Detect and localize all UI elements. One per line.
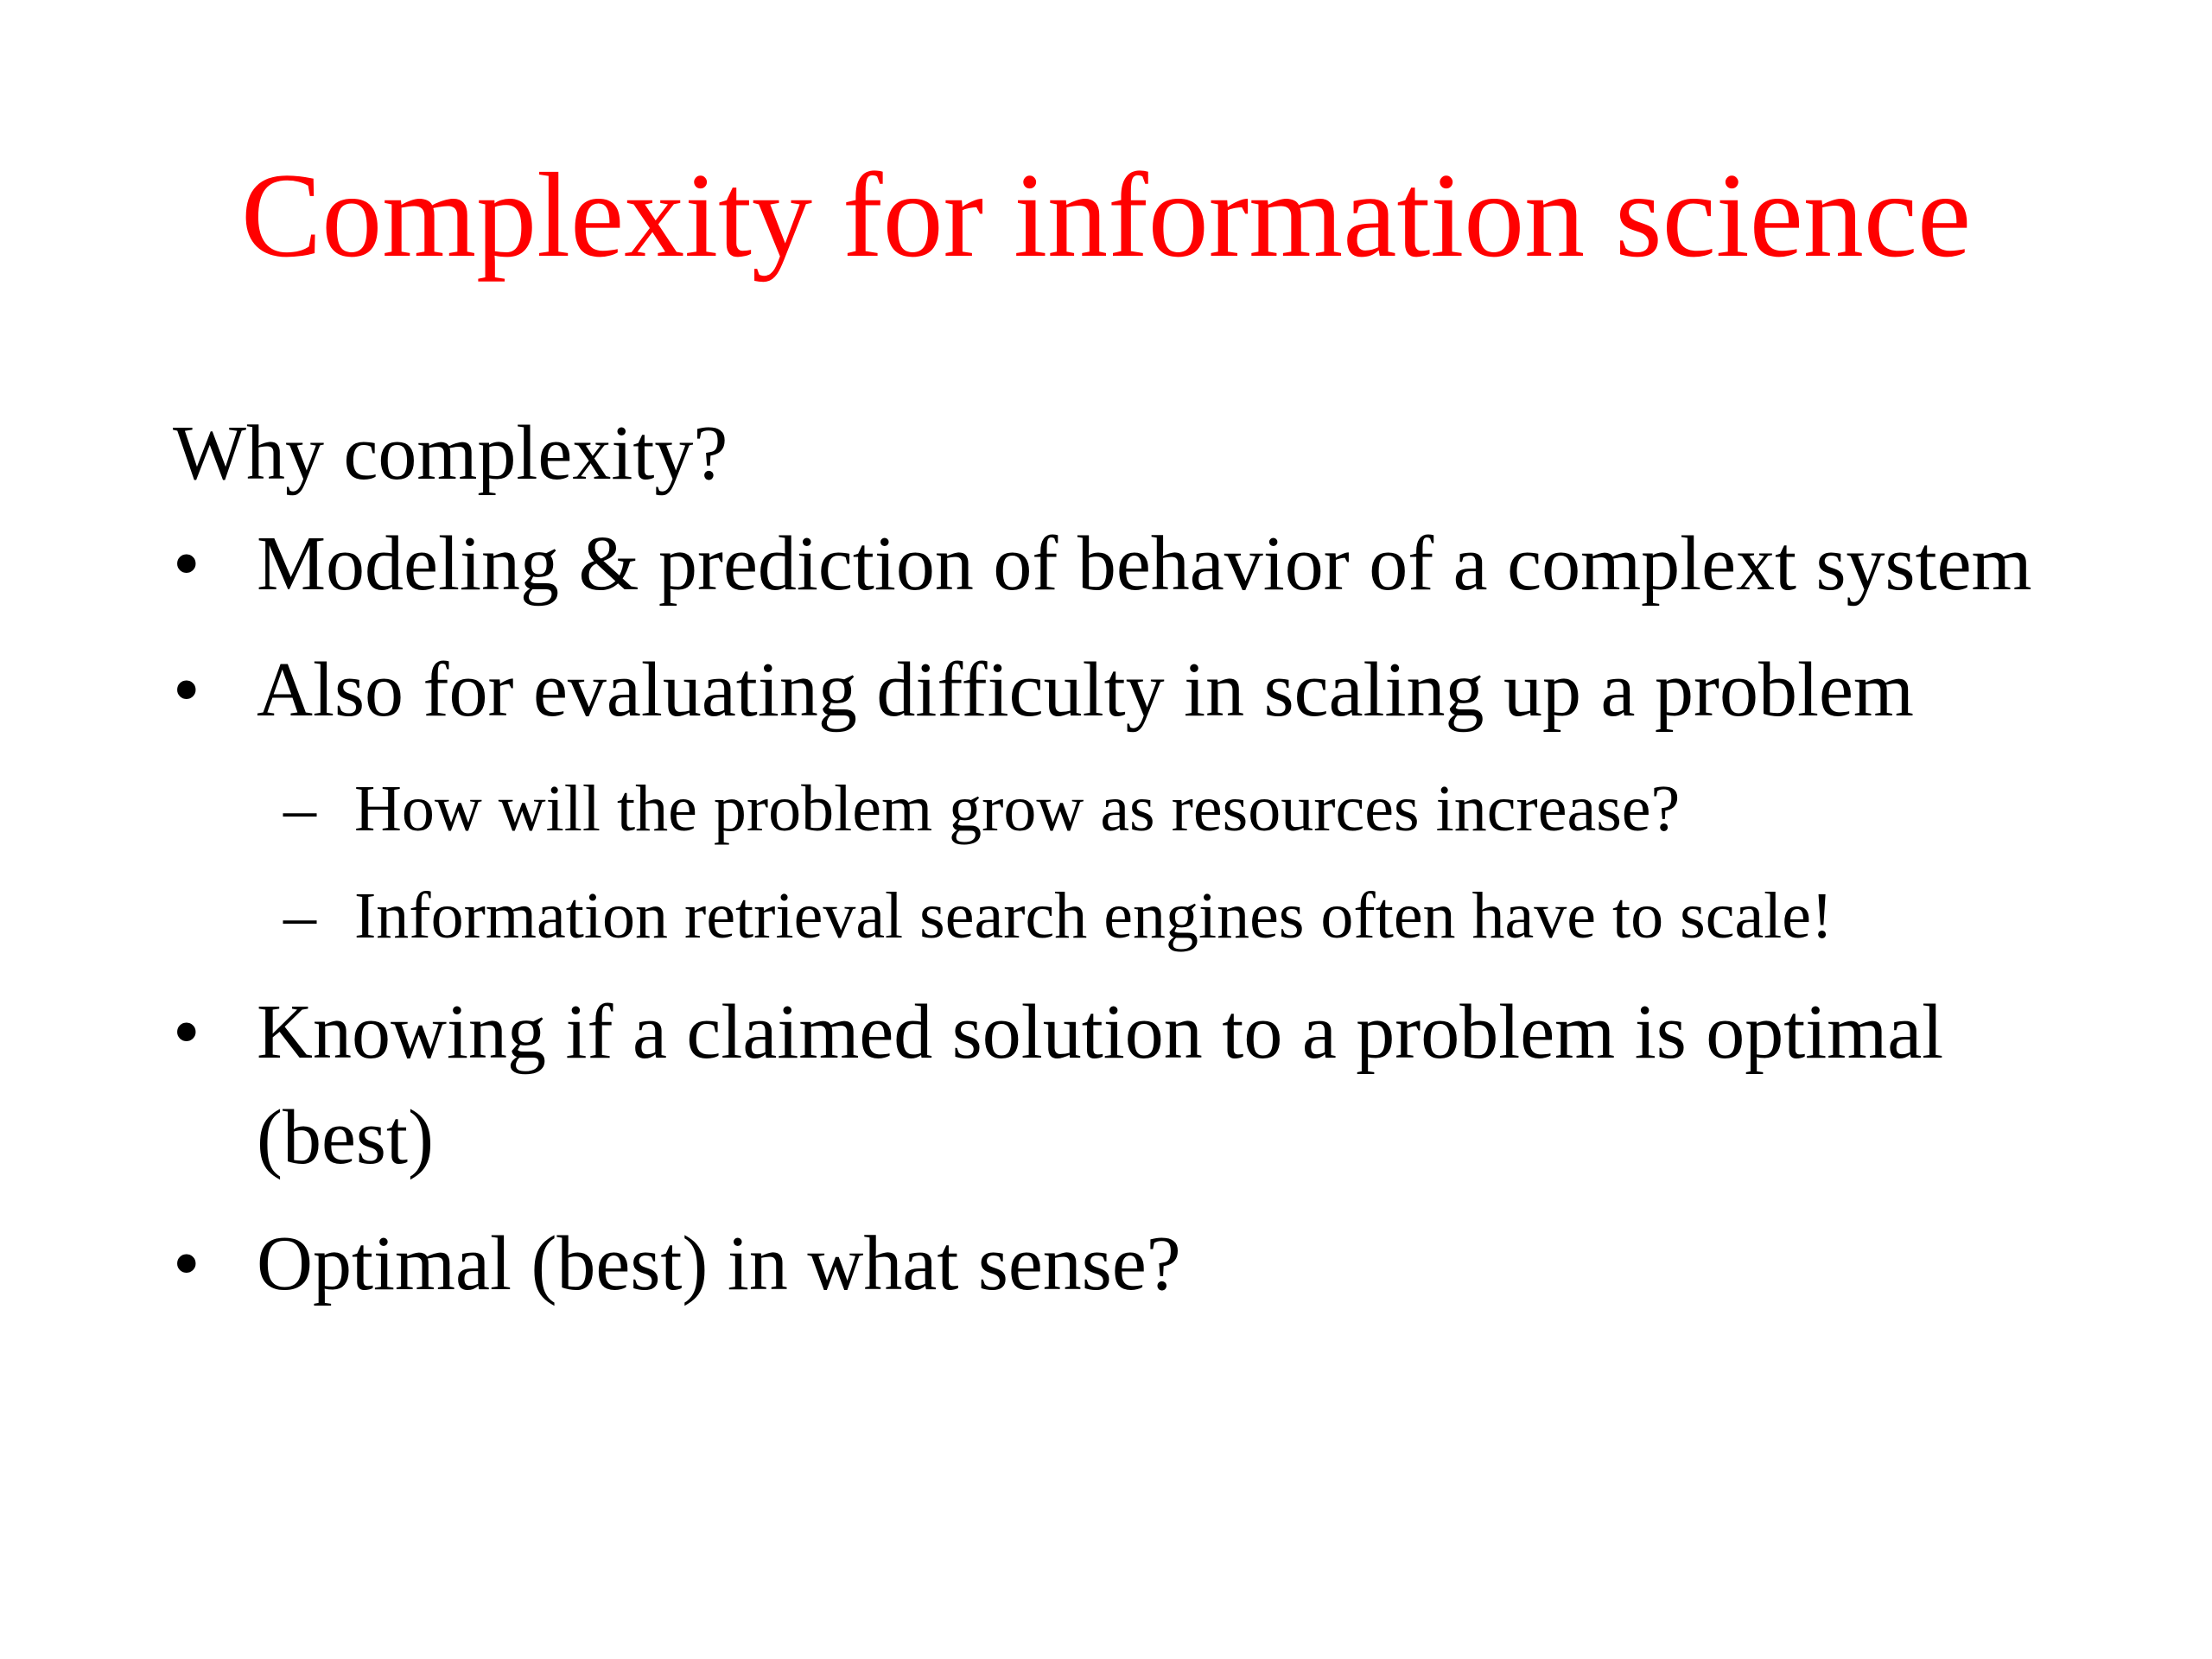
bullet-marker: • [173, 521, 200, 607]
bullet-item [173, 638, 2091, 743]
intro-text: Why complexity? [173, 410, 728, 496]
sub-bullet-list [173, 755, 2091, 969]
bullet-item [173, 980, 2091, 1191]
bullet-text: Optimal (best) in what sense? [257, 1221, 1181, 1306]
bullet-text: Knowing if a claimed solution to a problem is optimal (best) [257, 989, 1944, 1180]
sub-bullet-marker: – [283, 772, 316, 845]
sub-bullet-item [173, 755, 2091, 862]
bullet-item [173, 512, 2091, 617]
bullet-item [173, 1211, 2091, 1317]
sub-bullet-marker: – [283, 880, 316, 952]
bullet-marker: • [173, 1221, 200, 1306]
bullet-text: Also for evaluating difficulty in scaling up a problem [257, 647, 1914, 733]
slide-title: Complexity for information science [240, 149, 1972, 283]
bullet-text: Modeling & prediction of behavior of a complext system [257, 521, 2032, 607]
sub-bullet-text: How will the problem grow as resources increase? [354, 772, 1681, 845]
bullet-marker: • [173, 647, 200, 733]
sub-bullet-item [173, 862, 2091, 969]
sub-bullet-text: Information retrieval search engines often have to scale! [354, 880, 1834, 952]
slide-body [173, 406, 2091, 1338]
bullet-marker: • [173, 989, 200, 1075]
